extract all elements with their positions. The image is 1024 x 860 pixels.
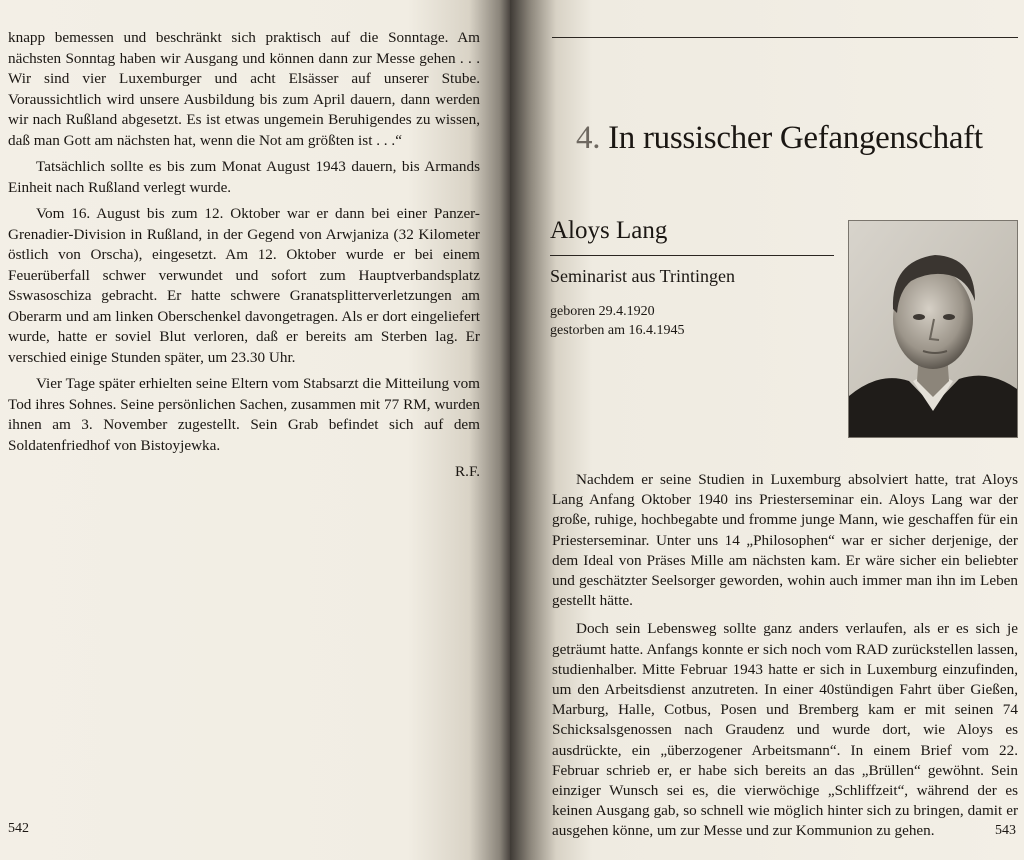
person-subtitle: Seminarist aus Trintingen bbox=[550, 266, 736, 286]
right-page-number: 543 bbox=[995, 823, 1016, 838]
author-initials: R.F. bbox=[455, 463, 480, 480]
life-dates bbox=[550, 302, 685, 340]
person-name: Aloys Lang bbox=[550, 217, 668, 244]
right-page-text bbox=[552, 470, 1018, 850]
chapter-number: 4. bbox=[576, 120, 601, 156]
right-paragraph-1: Nachdem er seine Studien in Luxemburg absolviert hatte, trat Aloys Lang Anfang Oktober 1940 ins Priesterseminar ein. Aloys Lang war der große, ruhige, hochbegabte und fromme junge Mann, wie geschaffen für ein Priesterseminar. Unter uns 14 „Philosophen“ war er sicher derjenige, der dem Ideal von Präses Mille am nächsten kam. Er wäre sicher ein beliebter und geschätzter Seelsorger geworden, wohin auch immer man ihn im Leben gestellt hätte. bbox=[552, 471, 1018, 610]
right-page bbox=[510, 0, 1024, 860]
left-paragraph-2: Tatsächlich sollte es bis zum Monat August 1943 dauern, bis Armands Einheit nach Rußland verlegt wurde. bbox=[8, 158, 480, 196]
death-date: gestorben am 16.4.1945 bbox=[550, 323, 685, 338]
left-paragraph-4: Vier Tage später erhielten seine Eltern vom Stabsarzt die Mitteilung vom Tod ihres Sohnes. Seine persönlichen Sachen, zusammen mit 77 RM, wurden ihnen am 3. November zugestellt. Sein Grab befindet sich auf dem Soldatenfriedhof von Bistoyjewka. bbox=[8, 375, 480, 454]
right-paragraph-2: Doch sein Lebensweg sollte ganz anders verlaufen, als er es sich je geträumt hatte. Anfangs konnte er sich noch vom RAD zurückstellen lassen, studienhalber. Mitte Februar 1943 hatte er sich in Luxemburg einzufinden, um den Arbeitsdienst anzutreten. In einer 40stündigen Fahrt über Gießen, Marburg, Halle, Cotbus, Posen und Bremberg kam er mit seinen 74 Schicksalsgenossen nach Graudenz und wurde dort, wie Aloys es ausdrückte, ein „überzogener Arbeitsmann“. In einem Brief vom 22. Februar schrieb er, er habe sich bereits an das „Brüllen“ gewöhnt. Sein einziger Wunsch sei es, die vierwöchige „Schliffzeit“, während der es keinen Ausgang gab, so schnell wie möglich hinter sich zu bringen, damit er ausgehen könne, um zur Messe und zur Kommunion zu gehen. bbox=[552, 620, 1018, 840]
chapter-heading bbox=[576, 116, 1016, 160]
chapter-title: In russischer Gefangenschaft bbox=[608, 120, 983, 156]
birth-date: geboren 29.4.1920 bbox=[550, 304, 655, 319]
left-paragraph-3: Vom 16. August bis zum 12. Oktober war er dann bei einer Panzer-Grenadier-Division in Rußland, in der Gegend von Arwjaniza (32 Kilometer östlich von Orscha), eingesetzt. Am 12. Oktober wurde er bei einem Feuerüberfall schwer verwundet und sofort zum Hauptverbandsplatz Sswasoschiza gebracht. Er hatte schwere Granatsplitterverletzungen am Oberarm und am linken Oberschenkel davongetragen. Als er dort eingeliefert wurde, hatte er soviel Blut verloren, daß er bereits am Sterben lag. Er verschied einige Stunden später, um 23.30 Uhr. bbox=[8, 205, 480, 366]
top-rule bbox=[552, 37, 1018, 38]
portrait-photo bbox=[848, 220, 1018, 438]
left-page-number: 542 bbox=[8, 821, 29, 836]
name-underline bbox=[550, 255, 834, 256]
left-paragraph-1: knapp bemessen und beschränkt sich praktisch auf die Sonntage. Am nächsten Sonntag haben wir Ausgang und können dann zur Messe gehen . . . Wir sind vier Luxemburger und acht Elsässer auf unserer Stube. Voraussichtlich wird unsere Ausbildung bis zum April dauern, dann werden wir nach Rußland abgesetzt. Es ist etwas ungemein Beruhigendes zu wissen, daß man Gott am nächsten hat, wenn die Not am größten ist . . .“ bbox=[8, 29, 480, 149]
left-page-text bbox=[8, 28, 480, 489]
left-page bbox=[0, 0, 510, 860]
